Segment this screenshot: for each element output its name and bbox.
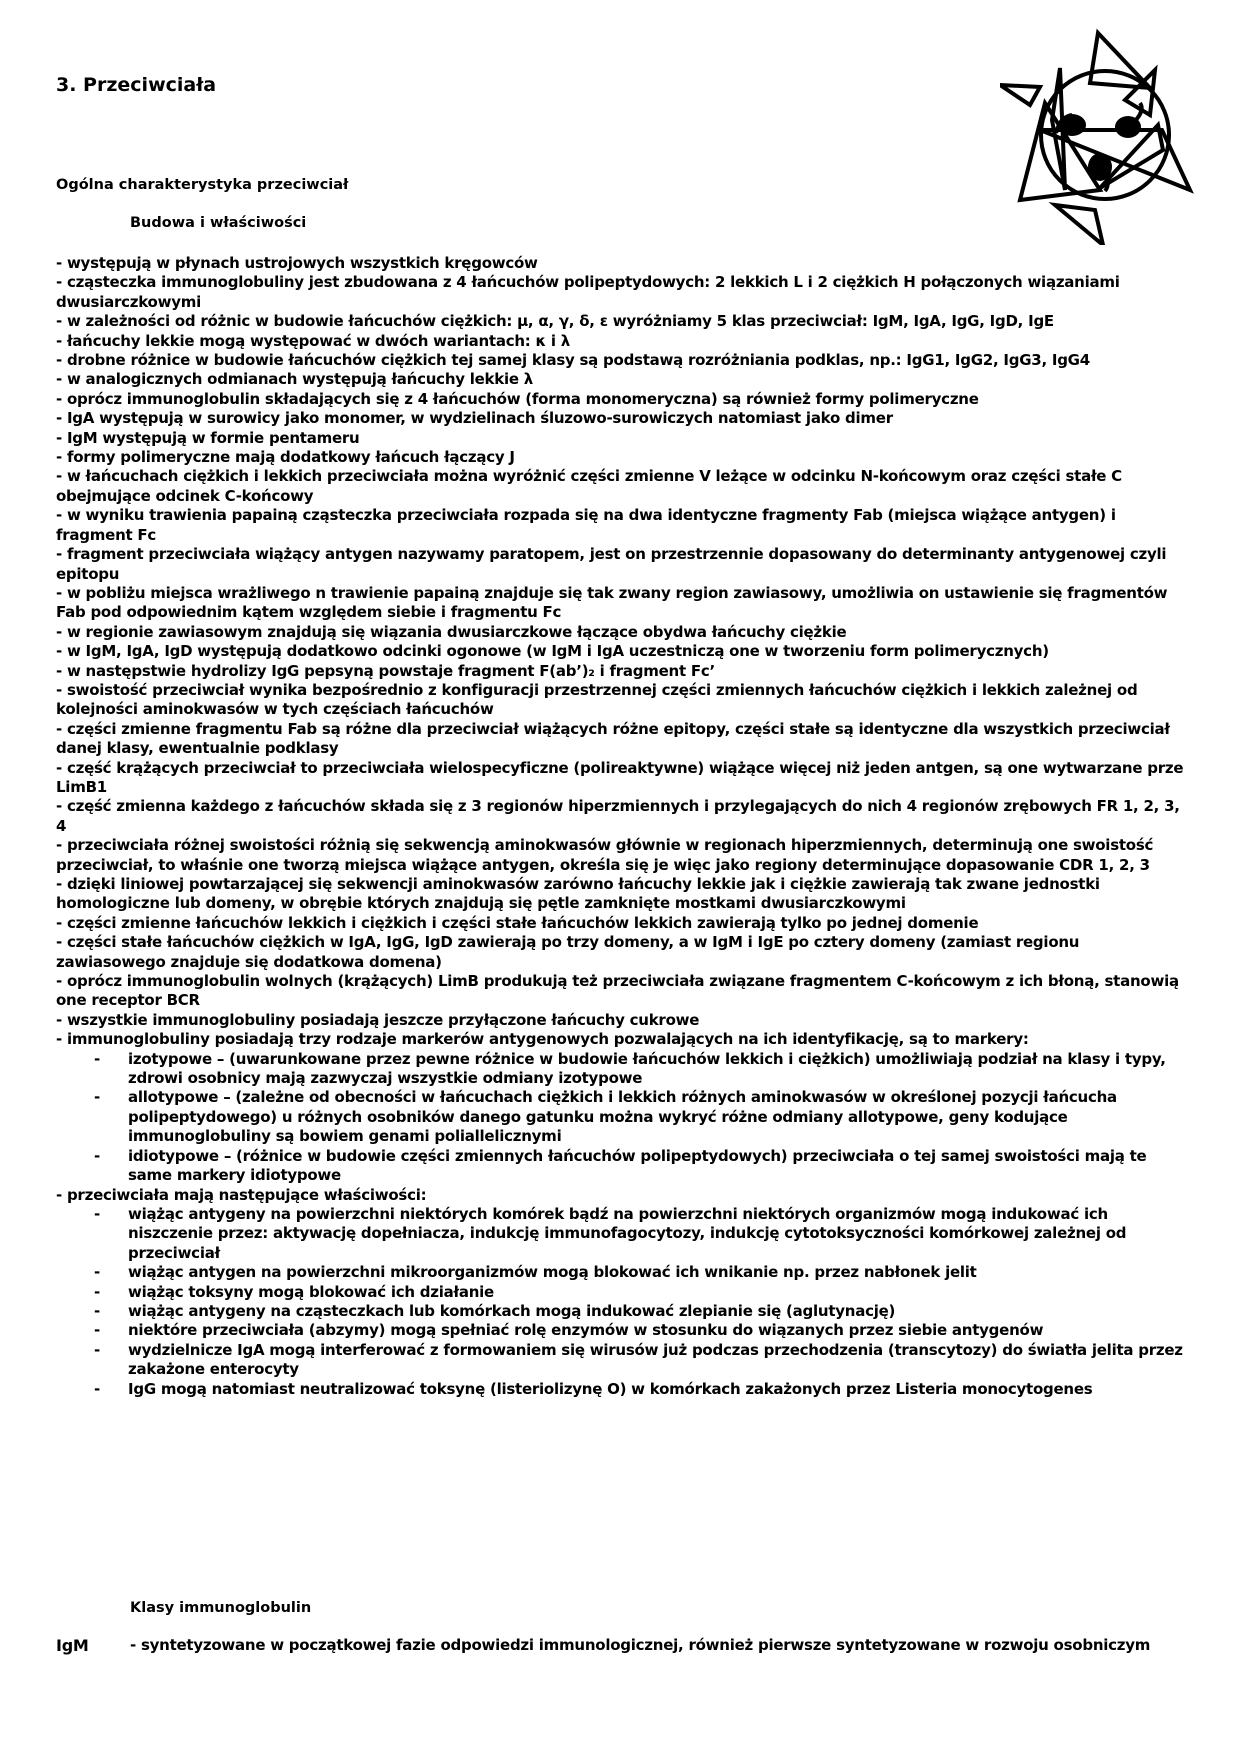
function-item bbox=[56, 1321, 1186, 1340]
list-item: - wszystkie immunoglobuliny posiadają jeszcze przyłączone łańcuchy cukrowe bbox=[56, 1010, 700, 1029]
marker-item-isotype bbox=[56, 1050, 1186, 1089]
marker-text: idiotypowe – (różnice w budowie części zmiennych łańcuchów polipeptydowych) przeciwciała o tej samej swoistości mają te same markery idiotypowe bbox=[128, 1146, 1147, 1185]
properties-list bbox=[56, 254, 1186, 1399]
classes-heading: Klasy immunoglobulin bbox=[130, 1600, 312, 1616]
function-item bbox=[56, 1283, 1186, 1302]
list-item: - formy polimeryczne mają dodatkowy łańcuch łączący J bbox=[56, 448, 515, 467]
list-item: - dzięki liniowej powtarzającej się sekwencji aminokwasów zarówno łańcuchy lekkie jak i ciężkie zawierają tak zwane jednostki homologiczne lub domeny, w obrębie których znajdują się pętle zamknięte mostkami dwusiarczkowymi bbox=[56, 875, 1100, 913]
list-item: - immunoglobuliny posiadają trzy rodzaje markerów antygenowych pozwalających na ich identyfikację, są to markery: bbox=[56, 1030, 1029, 1049]
list-item: - fragment przeciwciała wiążący antygen nazywamy paratopem, jest on przestrzennie dopasowany do determinanty antygenowej czyli epitopu bbox=[56, 545, 1167, 583]
list-item: - drobne różnice w budowie łańcuchów ciężkich tej samej klasy są podstawą rozróżniania podklas, np.: IgG1, IgG2, IgG3, IgG4 bbox=[56, 351, 1090, 370]
bullet-dash: - bbox=[94, 1282, 100, 1301]
marker-text: izotypowe – (uwarunkowane przez pewne różnice w budowie łańcuchów lekkich i ciężkich) umożliwiają podział na klasy i typy, zdrowi osobnicy mają zazwyczaj wszystkie odmiany izotypowe bbox=[128, 1049, 1166, 1088]
bullet-dash: - bbox=[94, 1379, 100, 1398]
function-item bbox=[56, 1380, 1186, 1399]
function-item bbox=[56, 1205, 1186, 1263]
bullet-dash: - bbox=[94, 1321, 100, 1340]
class-description: - syntetyzowane w początkowej fazie odpowiedzi immunologicznej, również pierwsze syntetyzowane w rozwoju osobniczym bbox=[130, 1636, 1151, 1654]
function-text: niektóre przeciwciała (abzymy) mogą spełniać rolę enzymów w stosunku do wiązanych przez siebie antygenów bbox=[128, 1321, 1044, 1340]
function-text: wiążąc toksyny mogą blokować ich działanie bbox=[128, 1282, 494, 1301]
list-item: - części zmienne fragmentu Fab są różne dla przeciwciał wiążących różne epitopy, części stałe są identyczne dla wszystkich przeciwciał danej klasy, ewentualnie podklasy bbox=[56, 719, 1170, 758]
function-text: wiążąc antygeny na powierzchni niektórych komórek bądź na powierzchni niektórych organizmów mogą indukować ich niszczenie przez: aktywację dopełniacza, indukcję immunofagocytozy, indukcję cytotoksyczności komórkowej zależnej od przeciwciał bbox=[128, 1204, 1127, 1262]
list-item: - część zmienna każdego z łańcuchów składa się z 3 regionów hiperzmiennych i przylegających do nich 4 regionów zrębowych FR 1, 2, 3, 4 bbox=[56, 797, 1180, 835]
list-item: - w IgM, IgA, IgD występują dodatkowo odcinki ogonowe (w IgM i IgA uczestniczą one w tworzeniu form polimerycznych) bbox=[56, 642, 1049, 661]
bullet-dash: - bbox=[94, 1301, 100, 1320]
class-name: IgM bbox=[56, 1636, 89, 1655]
function-item bbox=[56, 1341, 1186, 1380]
bullet-dash: - bbox=[94, 1340, 100, 1359]
marker-item-allotype bbox=[56, 1088, 1186, 1146]
bullet-dash: - bbox=[94, 1204, 100, 1223]
list-item: - oprócz immunoglobulin składających się z 4 łańcuchów (forma monomeryczna) są również formy polimeryczne bbox=[56, 389, 979, 408]
list-item: - występują w płynach ustrojowych wszystkich kręgowców bbox=[56, 254, 538, 272]
list-item: - część krążących przeciwciał to przeciwciała wielospecyficzne (polireaktywne) wiążące więcej niż jeden antgen, są one wytwarzane prze LimB1 bbox=[56, 758, 1184, 796]
list-item: - IgA występują w surowicy jako monomer, w wydzielinach śluzowo-surowiczych natomiast jako dimer bbox=[56, 409, 893, 428]
list-item: - IgM występują w formie pentameru bbox=[56, 428, 360, 447]
function-text: wiążąc antygeny na cząsteczkach lub komórkach mogą indukować zlepianie się (aglutynację) bbox=[128, 1301, 896, 1320]
list-item: - w następstwie hydrolizy IgG pepsyną powstaje fragment F(ab’)₂ i fragment Fc’ bbox=[56, 661, 715, 680]
list-item: - w zależności od różnic w budowie łańcuchów ciężkich: μ, α, γ, δ, ε wyróżniamy 5 klas przeciwciał: IgM, IgA, IgG, IgD, IgE bbox=[56, 312, 1054, 331]
list-item: - cząsteczka immunoglobuliny jest zbudowana z 4 łańcuchów polipeptydowych: 2 lekkich L i 2 ciężkich H połączonych wiązaniami dwusiarczkowymi bbox=[56, 273, 1120, 311]
list-item: - w regionie zawiasowym znajdują się wiązania dwusiarczkowe łączące obydwa łańcuchy ciężkie bbox=[56, 622, 847, 641]
section-heading: Ogólna charakterystyka przeciwciał bbox=[56, 177, 349, 193]
bullet-dash: - bbox=[94, 1146, 100, 1165]
star-circle-logo-icon bbox=[1000, 25, 1210, 245]
function-item bbox=[56, 1302, 1186, 1321]
list-item: - przeciwciała różnej swoistości różnią się sekwencją aminokwasów głównie w regionach hiperzmiennych, determinują one swoistość przeciwciał, to właśnie one tworzą miejsca wiążące antygen, określa się je więc jako regiony determinujące dopasowanie CDR 1, 2, 3 bbox=[56, 836, 1154, 874]
function-text: wydzielnicze IgA mogą interferować z formowaniem się wirusów już podczas przechodzenia (transcytozy) do światła jelita przez zakażone enterocyty bbox=[128, 1340, 1183, 1379]
list-item: - w pobliżu miejsca wrażliwego n trawienie papainą znajduje się tak zwany region zawiasowy, umożliwia on ustawienie się fragmentów Fab pod odpowiednim kątem względem siebie i fragmentu Fc bbox=[56, 583, 1168, 622]
bullet-dash: - bbox=[94, 1049, 100, 1068]
marker-text: allotypowe – (zależne od obecności w łańcuchach ciężkich i lekkich różnych aminokwasów w określonej pozycji łańcucha polipeptydowego) u różnych osobników danego gatunku można wykryć różne odmiany allotypowe, geny kodujące immunoglobuliny są bowiem genami poliallelicznymi bbox=[128, 1088, 1117, 1146]
class-row-igm bbox=[56, 1636, 1186, 1655]
bullet-dash: - bbox=[94, 1263, 100, 1282]
list-item: - części stałe łańcuchów ciężkich w IgA, IgG, IgD zawierają po trzy domeny, a w IgM i IgE po cztery domeny (zamiast regionu zawiasowego znajduje się dodatkowa domena) bbox=[56, 933, 1080, 971]
subsection-heading: Budowa i właściwości bbox=[130, 215, 307, 231]
functions-intro: - przeciwciała mają następujące właściwości: bbox=[56, 1185, 427, 1204]
list-item: - części zmienne łańcuchów lekkich i ciężkich i części stałe łańcuchów lekkich zawierają tylko po jednej domenie bbox=[56, 913, 979, 932]
list-item: - swoistość przeciwciał wynika bezpośrednio z konfiguracji przestrzennej części zmiennych łańcuchów ciężkich i lekkich zależnej od kolejności aminokwasów w tych częściach łańcuchów bbox=[56, 680, 1138, 719]
function-text: IgG mogą natomiast neutralizować toksynę (listeriolizynę O) w komórkach zakażonych przez Listeria monocytogenes bbox=[128, 1379, 1093, 1398]
list-item: - oprócz immunoglobulin wolnych (krążących) LimB produkują też przeciwciała związane fragmentem C-końcowym z ich błoną, stanowią one receptor BCR bbox=[56, 972, 1179, 1010]
bullet-dash: - bbox=[94, 1088, 100, 1107]
list-item: - łańcuchy lekkie mogą występować w dwóch wariantach: κ i λ bbox=[56, 331, 570, 350]
list-item: - w wyniku trawienia papainą cząsteczka przeciwciała rozpada się na dwa identyczne fragmenty Fab (miejsca wiążące antygen) i fragment Fc bbox=[56, 506, 1116, 544]
list-item: - w analogicznych odmianach występują łańcuchy lekkie λ bbox=[56, 370, 534, 389]
page-title: 3. Przeciwciała bbox=[56, 74, 217, 96]
list-item: - w łańcuchach ciężkich i lekkich przeciwciała można wyróżnić części zmienne V leżące w odcinku N-końcowym oraz części stałe C obejmujące odcinek C-końcowy bbox=[56, 467, 1122, 505]
function-item bbox=[56, 1263, 1186, 1282]
function-text: wiążąc antygen na powierzchni mikroorganizmów mogą blokować ich wnikanie np. przez nabłonek jelit bbox=[128, 1263, 977, 1282]
marker-item-idiotype bbox=[56, 1147, 1186, 1186]
